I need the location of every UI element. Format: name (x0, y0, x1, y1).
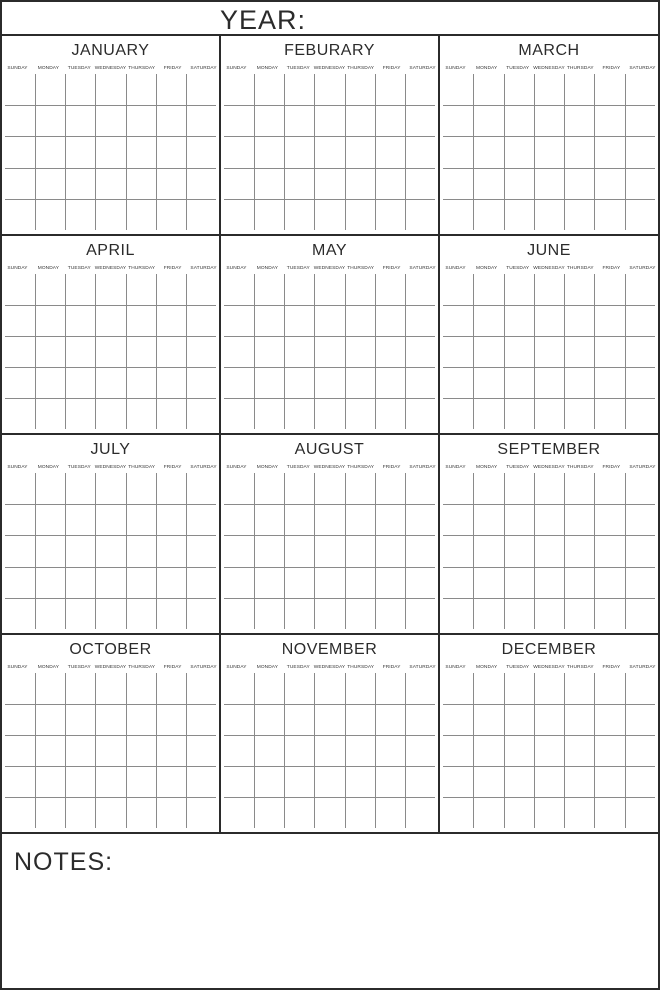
grid-column-line (564, 673, 565, 828)
notes-section (2, 834, 658, 988)
weekday-label: MONDAY (256, 266, 279, 271)
weekday-label: SATURDAY (629, 266, 656, 271)
weekday-label: FRIDAY (382, 66, 401, 71)
grid-row-line (5, 704, 216, 705)
notes-label: NOTES: (14, 848, 114, 876)
grid-column-line (405, 74, 406, 230)
grid-column-line (65, 74, 66, 230)
grid-column-line (405, 274, 406, 429)
grid-column-line (284, 673, 285, 828)
weekday-label: SATURDAY (629, 665, 656, 670)
grid-row-line (443, 535, 655, 536)
grid-column-line (594, 274, 595, 429)
grid-column-line (504, 673, 505, 828)
weekday-label: THURSDAY (347, 266, 375, 271)
month-grid (2, 36, 658, 834)
month-block-may (221, 236, 440, 435)
grid-row-line (224, 797, 435, 798)
day-cells (224, 473, 435, 629)
grid-column-line (65, 473, 66, 629)
grid-row-line (443, 735, 655, 736)
grid-row-line (224, 199, 435, 200)
grid-column-line (625, 274, 626, 429)
weekday-label: FRIDAY (602, 266, 621, 271)
weekday-label: SUNDAY (445, 665, 466, 670)
day-cells (5, 473, 216, 629)
weekday-label: TUESDAY (67, 266, 91, 271)
month-title: JANUARY (71, 42, 150, 59)
weekday-label: THURSDAY (128, 66, 156, 71)
weekday-label: SATURDAY (409, 266, 436, 271)
month-title: APRIL (86, 242, 135, 259)
weekday-label: THURSDAY (128, 266, 156, 271)
grid-column-line (126, 673, 127, 828)
weekday-label: TUESDAY (286, 66, 310, 71)
weekday-label: THURSDAY (128, 465, 156, 470)
grid-row-line (5, 168, 216, 169)
grid-column-line (625, 673, 626, 828)
grid-column-line (35, 673, 36, 828)
weekday-label: MONDAY (475, 66, 498, 71)
weekday-label: FRIDAY (163, 266, 182, 271)
grid-column-line (126, 473, 127, 629)
weekday-label: THURSDAY (347, 465, 375, 470)
grid-column-line (284, 74, 285, 230)
grid-column-line (35, 74, 36, 230)
grid-column-line (156, 473, 157, 629)
grid-row-line (224, 136, 435, 137)
grid-column-line (375, 673, 376, 828)
grid-column-line (35, 473, 36, 629)
grid-row-line (5, 535, 216, 536)
grid-row-line (5, 336, 216, 337)
weekday-label: TUESDAY (506, 66, 530, 71)
grid-column-line (126, 274, 127, 429)
grid-row-line (443, 704, 655, 705)
day-cells (443, 673, 655, 828)
grid-column-line (375, 473, 376, 629)
weekday-label: TUESDAY (506, 465, 530, 470)
grid-row-line (443, 567, 655, 568)
grid-row-line (224, 735, 435, 736)
day-cells (443, 473, 655, 629)
grid-row-line (443, 336, 655, 337)
grid-row-line (443, 504, 655, 505)
weekday-label: MONDAY (37, 66, 60, 71)
grid-column-line (65, 274, 66, 429)
grid-column-line (625, 473, 626, 629)
month-title: JULY (90, 441, 131, 458)
grid-row-line (443, 168, 655, 169)
grid-column-line (345, 274, 346, 429)
weekday-label: THURSDAY (566, 266, 594, 271)
weekday-label: WEDNESDAY (94, 266, 127, 271)
month-block-september (440, 435, 658, 635)
weekday-label: WEDNESDAY (94, 66, 127, 71)
weekday-label: WEDNESDAY (313, 266, 346, 271)
month-title: MARCH (518, 42, 580, 59)
grid-column-line (254, 274, 255, 429)
weekday-label: TUESDAY (286, 665, 310, 670)
grid-column-line (473, 473, 474, 629)
grid-row-line (224, 168, 435, 169)
weekday-label: TUESDAY (67, 465, 91, 470)
day-cells (224, 274, 435, 429)
grid-row-line (224, 305, 435, 306)
grid-column-line (534, 473, 535, 629)
grid-column-line (564, 473, 565, 629)
day-cells (5, 74, 216, 230)
weekday-label: WEDNESDAY (94, 665, 127, 670)
grid-column-line (314, 74, 315, 230)
weekday-label: MONDAY (475, 465, 498, 470)
grid-column-line (473, 274, 474, 429)
weekday-label: SATURDAY (409, 465, 436, 470)
grid-column-line (405, 473, 406, 629)
weekday-label: TUESDAY (506, 665, 530, 670)
grid-row-line (5, 598, 216, 599)
weekday-label: MONDAY (256, 465, 279, 470)
month-title: JUNE (527, 242, 571, 259)
grid-column-line (186, 274, 187, 429)
month-title: OCTOBER (69, 641, 152, 658)
month-title: MAY (312, 242, 347, 259)
grid-row-line (5, 504, 216, 505)
weekday-label: FRIDAY (163, 465, 182, 470)
day-cells (224, 673, 435, 828)
grid-column-line (405, 673, 406, 828)
weekday-label: THURSDAY (128, 665, 156, 670)
weekday-label: FRIDAY (163, 665, 182, 670)
weekday-label: TUESDAY (506, 266, 530, 271)
grid-row-line (443, 367, 655, 368)
grid-column-line (35, 274, 36, 429)
grid-row-line (5, 136, 216, 137)
grid-column-line (156, 74, 157, 230)
grid-row-line (224, 398, 435, 399)
month-title: DECEMBER (501, 641, 597, 658)
year-header (2, 2, 658, 36)
day-cells (5, 274, 216, 429)
weekday-label: WEDNESDAY (533, 665, 565, 670)
year-label: YEAR: (220, 5, 307, 35)
grid-column-line (534, 274, 535, 429)
grid-column-line (534, 74, 535, 230)
month-block-october (2, 635, 221, 834)
weekday-label: SATURDAY (409, 665, 436, 670)
weekday-label: SUNDAY (226, 465, 247, 470)
grid-column-line (156, 673, 157, 828)
grid-column-line (95, 274, 96, 429)
weekday-label: WEDNESDAY (94, 465, 127, 470)
weekday-label: MONDAY (475, 665, 498, 670)
day-cells (443, 274, 655, 429)
month-block-december (440, 635, 658, 834)
grid-row-line (224, 704, 435, 705)
grid-column-line (594, 74, 595, 230)
weekday-label: SUNDAY (226, 66, 247, 71)
weekday-label: SUNDAY (7, 665, 28, 670)
month-block-january (2, 36, 221, 236)
weekday-label: FRIDAY (382, 266, 401, 271)
grid-column-line (594, 473, 595, 629)
month-block-august (221, 435, 440, 635)
weekday-label: SUNDAY (226, 665, 247, 670)
grid-column-line (625, 74, 626, 230)
month-block-april (2, 236, 221, 435)
grid-row-line (443, 136, 655, 137)
weekday-label: THURSDAY (347, 66, 375, 71)
grid-column-line (156, 274, 157, 429)
grid-row-line (5, 367, 216, 368)
grid-row-line (224, 336, 435, 337)
day-cells (224, 74, 435, 230)
month-block-feburary (221, 36, 440, 236)
weekday-label: SATURDAY (409, 66, 436, 71)
weekday-label: WEDNESDAY (533, 266, 565, 271)
weekday-label: THURSDAY (566, 66, 594, 71)
weekday-label: SUNDAY (7, 465, 28, 470)
weekday-label: SATURDAY (190, 66, 217, 71)
weekday-label: FRIDAY (602, 665, 621, 670)
weekday-label: SUNDAY (445, 66, 466, 71)
grid-column-line (375, 274, 376, 429)
grid-row-line (224, 535, 435, 536)
weekday-label: MONDAY (256, 665, 279, 670)
month-title: FEBURARY (284, 42, 375, 59)
weekday-label: TUESDAY (286, 266, 310, 271)
grid-row-line (443, 199, 655, 200)
weekday-label: WEDNESDAY (533, 465, 565, 470)
grid-column-line (284, 473, 285, 629)
grid-row-line (224, 504, 435, 505)
weekday-label: MONDAY (256, 66, 279, 71)
grid-row-line (443, 398, 655, 399)
month-block-july (2, 435, 221, 635)
grid-row-line (5, 567, 216, 568)
weekday-label: SATURDAY (190, 465, 217, 470)
grid-column-line (186, 74, 187, 230)
weekday-label: TUESDAY (286, 465, 310, 470)
weekday-label: WEDNESDAY (533, 66, 565, 71)
weekday-label: WEDNESDAY (313, 665, 346, 670)
grid-column-line (473, 673, 474, 828)
weekday-label: MONDAY (37, 665, 60, 670)
month-title: AUGUST (294, 441, 365, 458)
grid-column-line (564, 274, 565, 429)
grid-row-line (5, 305, 216, 306)
weekday-label: MONDAY (37, 266, 60, 271)
month-title: NOVEMBER (281, 641, 378, 658)
weekday-label: SATURDAY (190, 665, 217, 670)
grid-row-line (5, 105, 216, 106)
grid-row-line (5, 398, 216, 399)
weekday-label: FRIDAY (602, 66, 621, 71)
grid-row-line (443, 105, 655, 106)
grid-row-line (5, 735, 216, 736)
day-cells (443, 74, 655, 230)
weekday-label: SUNDAY (445, 266, 466, 271)
month-title: SEPTEMBER (497, 441, 601, 458)
day-cells (5, 673, 216, 828)
grid-column-line (186, 673, 187, 828)
weekday-label: SATURDAY (629, 465, 656, 470)
weekday-label: THURSDAY (347, 665, 375, 670)
grid-column-line (473, 74, 474, 230)
weekday-label: SUNDAY (445, 465, 466, 470)
grid-column-line (534, 673, 535, 828)
weekday-label: SUNDAY (226, 266, 247, 271)
weekday-label: TUESDAY (67, 66, 91, 71)
grid-column-line (504, 74, 505, 230)
grid-column-line (345, 74, 346, 230)
grid-column-line (254, 673, 255, 828)
weekday-label: SUNDAY (7, 266, 28, 271)
grid-column-line (504, 473, 505, 629)
grid-row-line (443, 598, 655, 599)
grid-row-line (5, 797, 216, 798)
month-block-november (221, 635, 440, 834)
weekday-label: WEDNESDAY (313, 465, 346, 470)
weekday-label: FRIDAY (382, 665, 401, 670)
grid-row-line (5, 199, 216, 200)
grid-row-line (443, 305, 655, 306)
weekday-label: SATURDAY (190, 266, 217, 271)
grid-row-line (224, 766, 435, 767)
weekday-label: THURSDAY (566, 665, 594, 670)
grid-row-line (443, 766, 655, 767)
grid-column-line (65, 673, 66, 828)
weekday-label: TUESDAY (67, 665, 91, 670)
grid-column-line (95, 673, 96, 828)
weekday-label: WEDNESDAY (313, 66, 346, 71)
grid-row-line (224, 367, 435, 368)
grid-row-line (224, 598, 435, 599)
grid-column-line (314, 673, 315, 828)
grid-column-line (375, 74, 376, 230)
grid-column-line (126, 74, 127, 230)
grid-column-line (254, 74, 255, 230)
weekday-label: SUNDAY (7, 66, 28, 71)
grid-column-line (504, 274, 505, 429)
weekday-label: FRIDAY (163, 66, 182, 71)
grid-row-line (224, 567, 435, 568)
weekday-label: MONDAY (475, 266, 498, 271)
weekday-label: FRIDAY (602, 465, 621, 470)
weekday-label: MONDAY (37, 465, 60, 470)
weekday-label: THURSDAY (566, 465, 594, 470)
grid-column-line (345, 673, 346, 828)
month-block-june (440, 236, 658, 435)
grid-row-line (224, 105, 435, 106)
month-block-march (440, 36, 658, 236)
grid-column-line (95, 473, 96, 629)
grid-column-line (186, 473, 187, 629)
weekday-label: FRIDAY (382, 465, 401, 470)
grid-row-line (443, 797, 655, 798)
grid-column-line (314, 274, 315, 429)
grid-column-line (594, 673, 595, 828)
grid-column-line (284, 274, 285, 429)
grid-column-line (95, 74, 96, 230)
grid-row-line (5, 766, 216, 767)
weekday-label: SATURDAY (629, 66, 656, 71)
grid-column-line (314, 473, 315, 629)
grid-column-line (345, 473, 346, 629)
grid-column-line (254, 473, 255, 629)
grid-column-line (564, 74, 565, 230)
